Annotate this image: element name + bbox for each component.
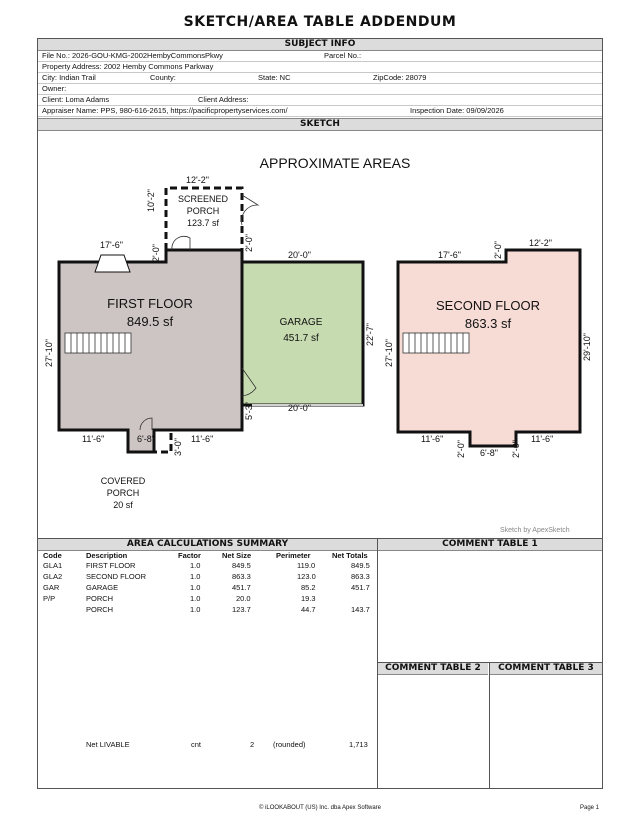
col-description: Description (86, 551, 128, 560)
cell-factor: 1.0 (190, 583, 201, 592)
net-livable-row (38, 740, 377, 751)
county: County: (150, 73, 176, 82)
cell-description: SECOND FLOOR (86, 572, 147, 581)
second-floor-dim-notch-left: 2'-0" (456, 440, 466, 458)
sketch-credit: Sketch by ApexSketch (500, 527, 570, 534)
cell-perimeter: 19.3 (301, 594, 316, 603)
cell-net-size: 123.7 (232, 605, 251, 614)
sketch-heading: APPROXIMATE AREAS (259, 155, 411, 171)
owner: Owner: (42, 84, 67, 93)
client: Client: Loma Adams (42, 95, 110, 104)
covered-porch-area: 20 sf (113, 500, 133, 510)
state: State: NC (258, 73, 291, 82)
screened-porch-label (168, 193, 238, 229)
covered-porch-name: COVERED (100, 476, 146, 486)
cell-code: GLA1 (43, 561, 63, 570)
garage-dim-left-low: 5'-3" (244, 402, 254, 420)
inspection-date: Inspection Date: 09/09/2026 (410, 106, 504, 115)
table-row (38, 583, 377, 594)
cell-perimeter: 44.7 (301, 605, 316, 614)
door-arc-porch-right (241, 195, 258, 225)
second-floor-dim-left: 27'-10" (384, 339, 394, 367)
first-floor-dim-bottom-left: 11'-6" (82, 434, 105, 444)
covered-porch-name2: PORCH (106, 488, 140, 498)
area-calc-rows (38, 561, 377, 621)
cell-perimeter: 123.0 (297, 572, 316, 581)
garage-area: 451.7 sf (283, 333, 319, 344)
cell-factor: 1.0 (190, 605, 201, 614)
net-livable-note: (rounded) (273, 740, 306, 749)
first-floor-stairs (65, 333, 131, 353)
first-floor-dim-bottom-right: 11'-6" (191, 434, 214, 444)
first-floor-dim-step: 2'-0" (151, 244, 161, 262)
subject-info-header: SUBJECT INFO (38, 39, 602, 51)
second-floor-stairs (403, 333, 469, 353)
second-floor-dim-top-left: 17'-6" (438, 250, 461, 260)
first-floor-area: 849.5 sf (126, 314, 174, 329)
cell-net-total: 849.5 (351, 561, 370, 570)
covered-porch-dim-notch: 3'-0" (173, 438, 183, 456)
area-calc-header: AREA CALCULATIONS SUMMARY (38, 539, 377, 551)
second-floor-dim-top-right: 12'-2" (529, 238, 552, 248)
screened-porch-dim-left: 10'-2" (146, 189, 156, 212)
first-floor-name: FIRST FLOOR (107, 296, 193, 311)
area-calc-column-headers (38, 550, 377, 561)
screened-porch-name2: PORCH (186, 206, 220, 216)
page-title: SKETCH/AREA TABLE ADDENDUM (183, 14, 457, 30)
second-floor-dim-right: 29'-10" (582, 333, 592, 361)
cell-net-size: 451.7 (232, 583, 251, 592)
cell-net-total: 863.3 (351, 572, 370, 581)
second-floor-name: SECOND FLOOR (435, 298, 540, 313)
garage-dim-bottom: 20'-0" (288, 403, 311, 413)
client-address: Client Address: (198, 95, 249, 104)
screened-porch-area: 123.7 sf (186, 218, 220, 228)
cell-description: PORCH (86, 594, 114, 603)
cell-code: GAR (43, 583, 60, 592)
comment-table-2-header: COMMENT TABLE 2 (378, 663, 488, 675)
col-perimeter: Perimeter (276, 551, 311, 560)
second-floor-dim-notch-right: 2'-0" (511, 440, 521, 458)
second-floor-dim-step: 2'-0" (493, 241, 503, 259)
table-row (38, 605, 377, 616)
col-code: Code (43, 551, 62, 560)
cell-net-total: 143.7 (351, 605, 370, 614)
screened-porch-dim-top: 12'-2" (186, 175, 209, 185)
city: City: Indian Trail (42, 73, 96, 82)
net-livable-unit: cnt (191, 740, 202, 749)
comment-table-3-header: COMMENT TABLE 3 (490, 663, 602, 675)
covered-porch-label (83, 475, 163, 511)
second-floor-area: 863.3 sf (464, 316, 512, 331)
comment-table-1-header: COMMENT TABLE 1 (378, 539, 602, 551)
table-row (38, 572, 377, 583)
screened-porch-dim-right: 2'-0" (244, 234, 254, 252)
parcel-no: Parcel No.: (324, 51, 362, 60)
first-floor-dim-top: 17'-6" (100, 240, 123, 250)
fireplace-bump (95, 255, 130, 272)
cell-description: GARAGE (86, 583, 119, 592)
table-row (38, 594, 377, 605)
first-floor-dim-left: 27'-10" (44, 339, 54, 367)
col-net-size: Net Size (222, 551, 252, 560)
net-livable-label: Net LIVABLE (86, 740, 130, 749)
garage-name: GARAGE (279, 317, 323, 328)
second-floor-dim-bottom-right: 11'-6" (531, 434, 554, 444)
cell-net-size: 20.0 (236, 594, 251, 603)
cell-description: PORCH (86, 605, 114, 614)
net-livable-total: 1,713 (349, 740, 368, 749)
comment-divider-vertical (489, 663, 490, 788)
cell-net-size: 863.3 (232, 572, 251, 581)
cell-perimeter: 119.0 (297, 561, 316, 570)
file-no: File No.: 2026-GOU-KMG-2002HembyCommonsPkwy (42, 51, 223, 60)
cell-factor: 1.0 (190, 572, 201, 581)
cell-net-size: 849.5 (232, 561, 251, 570)
garage-dim-top: 20'-0" (288, 250, 311, 260)
cell-perimeter: 85.2 (301, 583, 316, 592)
cell-description: FIRST FLOOR (86, 561, 136, 570)
screened-porch-name: SCREENED (177, 194, 228, 204)
zip-code: ZipCode: 28079 (373, 73, 427, 82)
cell-net-total: 451.7 (351, 583, 370, 592)
table-row (38, 561, 377, 572)
second-floor-dim-bottom-mid: 6'-8" (480, 448, 498, 458)
cell-code: P/P (43, 594, 56, 603)
cell-factor: 1.0 (190, 594, 201, 603)
footer-page: Page 1 (580, 805, 600, 811)
cell-code: GLA2 (43, 572, 63, 581)
cell-factor: 1.0 (190, 561, 201, 570)
second-floor-dim-bottom-left: 11'-6" (421, 434, 444, 444)
door-arc-porch (172, 236, 190, 250)
garage-dim-right: 22'-7" (365, 323, 375, 346)
net-livable-count: 2 (250, 740, 255, 749)
first-floor-dim-bottom-mid: 6'-8" (137, 434, 155, 444)
sketch-header: SKETCH (38, 118, 602, 131)
footer-copyright: © iLOOKABOUT (US) Inc. dba Apex Software (258, 805, 382, 811)
col-factor: Factor (178, 551, 201, 560)
appraiser: Appraiser Name: PPS, 980-616-2615, https://pacificpropertyservices.com/ (42, 106, 288, 115)
col-net-totals: Net Totals (332, 551, 368, 560)
property-address: Property Address: 2002 Hemby Commons Parkway (42, 62, 214, 71)
